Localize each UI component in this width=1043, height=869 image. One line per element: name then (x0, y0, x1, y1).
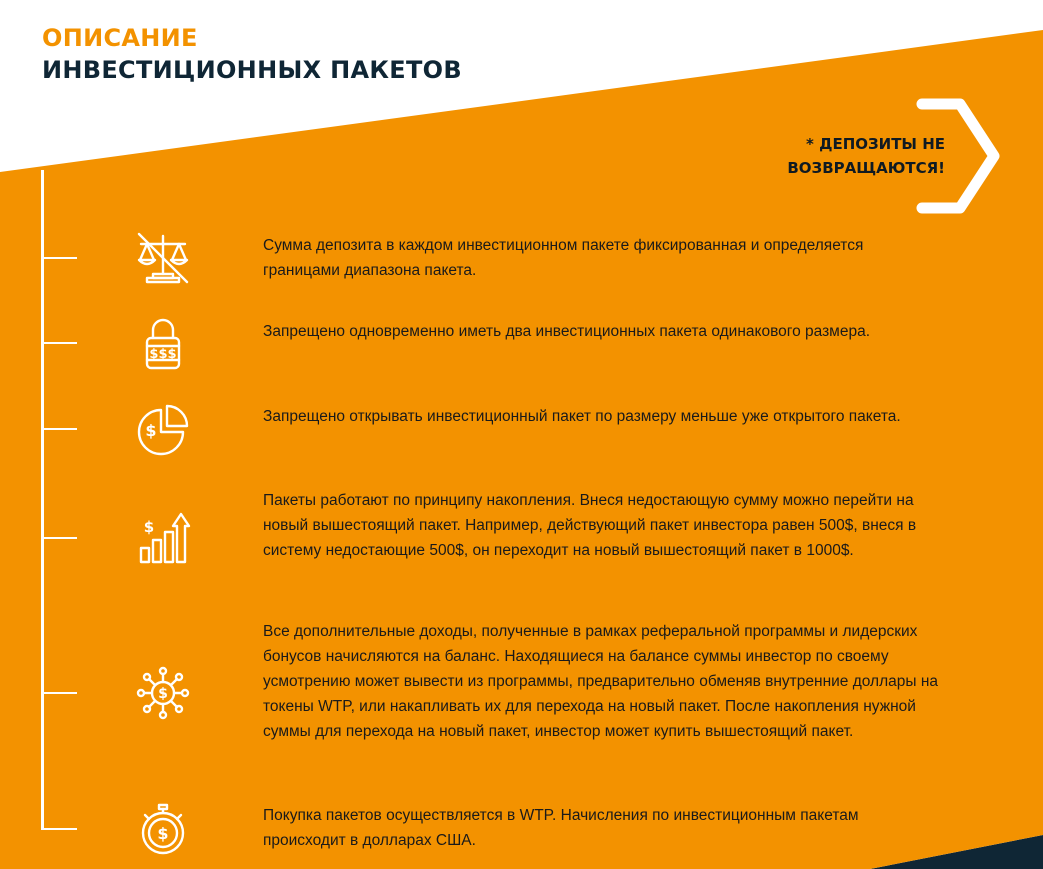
item-text-6: Покупка пакетов осуществляется в WTP. Начисления по инвестиционным пакетам происходит в долларах США. (263, 807, 859, 849)
dollar-network-icon (135, 665, 191, 721)
padlock-dollar-icon (135, 316, 191, 372)
scales-icon (135, 230, 191, 286)
growth-chart-icon (135, 510, 191, 566)
notice-line1: * ДЕПОЗИТЫ НЕ (806, 135, 945, 153)
item-text-4: Пакеты работают по принципу накопления. Внеся недостающую сумму можно перейти на новый вышестоящий пакет. Например, действующий пакет инвестора равен 500$, внеся в систему недостающие 500$, он переходит на новый вышестоящий пакет в 1000$. (263, 492, 917, 559)
notice-line2: ВОЗВРАЩАЮТСЯ! (787, 159, 945, 177)
timeline-line (41, 170, 44, 830)
header-title-line1: ОПИСАНИЕ (42, 24, 198, 52)
svg-text:$: $ (145, 421, 157, 440)
timeline-tick (41, 692, 77, 694)
svg-text:$: $ (143, 518, 155, 536)
header-title-line2: ИНВЕСТИЦИОННЫХ ПАКЕТОВ (42, 56, 462, 84)
timeline-tick (41, 257, 77, 259)
timeline-tick (41, 342, 77, 344)
chevron-right-icon (912, 96, 1002, 216)
svg-text:$$$: $$$ (149, 347, 177, 362)
timeline-tick (41, 428, 77, 430)
svg-text:$: $ (157, 824, 169, 843)
timeline-tick (41, 537, 77, 539)
pie-chart-dollar-icon (135, 402, 191, 458)
timeline-tick (41, 828, 77, 830)
svg-text:$: $ (158, 686, 168, 702)
item-text-3: Запрещено открывать инвестиционный пакет по размеру меньше уже открытого пакета. (263, 408, 901, 425)
item-text-1: Сумма депозита в каждом инвестиционном пакете фиксированная и определяется границами диапазона пакета. (263, 237, 864, 279)
page-header (42, 22, 462, 86)
stopwatch-dollar-icon (135, 801, 191, 857)
item-text-2: Запрещено одновременно иметь два инвестиционных пакета одинакового размера. (263, 323, 870, 340)
item-text-5: Все дополнительные доходы, полученные в рамках реферальной программы и лидерских бонусов начисляются на баланс. Находящиеся на балансе суммы инвестор по своему усмотрению может вывести из программы, предварительно обменяв внутренние доллары на токены WTP, или накапливать их для перехода на новый пакет. После накопления нужной суммы для перехода на новый пакет, инвестор может купить вышестоящий пакет. (263, 623, 938, 740)
